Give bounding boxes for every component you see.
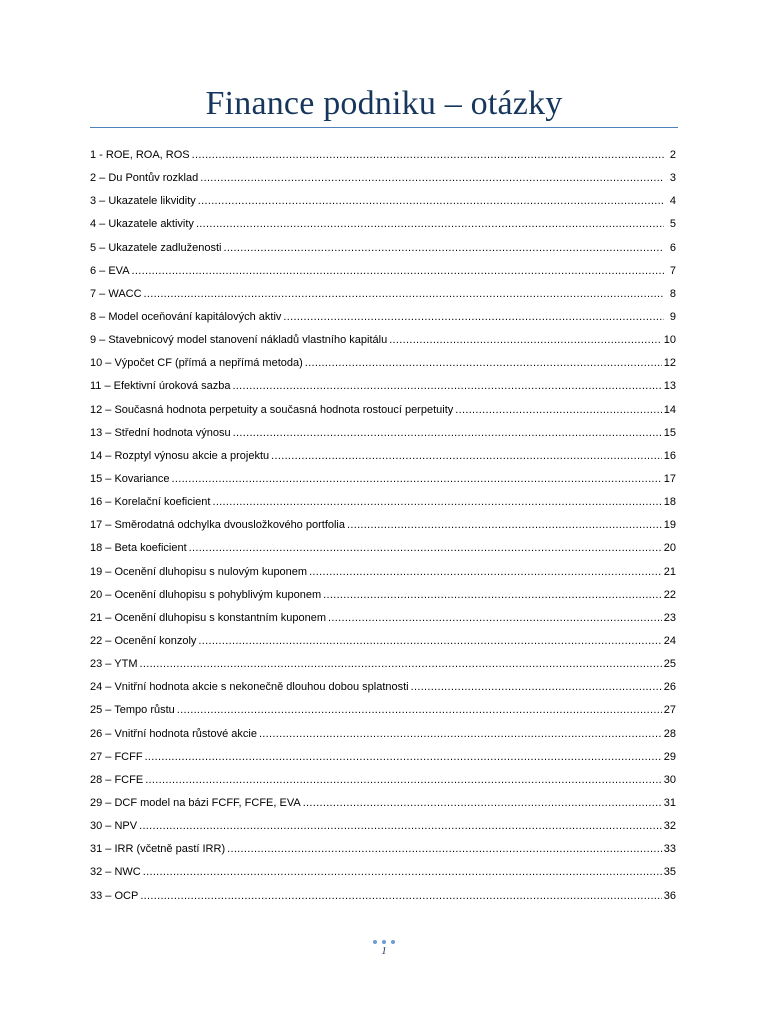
title-underline [90,127,678,128]
footer-dots-ornament [0,940,768,944]
toc-dot-leader [189,539,662,557]
toc-entry-page: 24 [663,634,676,647]
toc-entry[interactable] [90,308,676,331]
toc-entry[interactable] [90,840,676,863]
toc-entry[interactable] [90,701,676,724]
toc-entry[interactable] [90,887,676,910]
toc-dot-leader [198,632,661,650]
toc-entry-label: 5 – Ukazatele zadluženosti [90,241,222,254]
toc-entry-page: 35 [663,866,676,879]
toc-dot-leader [200,169,664,187]
toc-entry-label: 6 – EVA [90,264,130,277]
toc-dot-leader [177,701,662,719]
toc-entry[interactable] [90,794,676,817]
toc-entry-label: 8 – Model oceňování kapitálových aktiv [90,310,282,323]
toc-entry-page: 18 [663,496,676,509]
toc-entry-label: 31 – IRR (včetně pastí IRR) [90,843,226,856]
toc-entry-label: 21 – Ocenění dluhopisu s konstantním kuponem [90,611,327,624]
toc-entry-page: 21 [663,565,676,578]
toc-dot-leader [283,308,664,326]
toc-dot-leader [192,146,664,164]
toc-entry-page: 26 [663,681,676,694]
toc-entry-label: 33 – OCP [90,889,139,902]
toc-entry-label: 19 – Ocenění dluhopisu s nulovým kuponem [90,565,308,578]
toc-entry[interactable] [90,655,676,678]
toc-entry-label: 14 – Rozptyl výnosu akcie a projektu [90,449,270,462]
toc-dot-leader [328,609,662,627]
footer-dot [391,940,395,944]
toc-entry-page: 4 [669,195,676,208]
toc-dot-leader [140,655,662,673]
toc-entry-page: 27 [663,704,676,717]
toc-dot-leader [198,192,664,210]
toc-entry-page: 5 [669,218,676,231]
toc-entry[interactable] [90,262,676,285]
toc-entry-page: 31 [663,796,676,809]
toc-entry-label: 24 – Vnitřní hodnota akcie s nekonečně dlouhou dobou splatnosti [90,681,409,694]
toc-entry-page: 30 [663,773,676,786]
toc-entry-label: 2 – Du Pontův rozklad [90,172,199,185]
toc-entry-page: 17 [663,472,676,485]
toc-dot-leader [143,863,662,881]
toc-entry-page: 13 [663,380,676,393]
toc-dot-leader [233,424,662,442]
toc-dot-leader [303,794,662,812]
toc-entry[interactable] [90,586,676,609]
toc-entry[interactable] [90,169,676,192]
toc-entry-label: 30 – NPV [90,820,138,833]
toc-entry-page: 29 [663,750,676,763]
toc-entry[interactable] [90,331,676,354]
toc-entry[interactable] [90,239,676,262]
toc-entry-page: 15 [663,426,676,439]
toc-dot-leader [259,725,662,743]
toc-dot-leader [455,401,661,419]
toc-dot-leader [323,586,662,604]
page-number: 1 [381,945,387,957]
toc-entry-label: 20 – Ocenění dluhopisu s pohyblivým kuponem [90,588,322,601]
toc-entry-page: 16 [663,449,676,462]
toc-entry-page: 20 [663,542,676,555]
toc-dot-leader [132,262,664,280]
toc-dot-leader [145,748,662,766]
toc-entry[interactable] [90,563,676,586]
toc-entry-page: 6 [669,241,676,254]
toc-entry[interactable] [90,725,676,748]
toc-entry-page: 28 [663,727,676,740]
toc-entry[interactable] [90,447,676,470]
toc-entry-page: 36 [663,889,676,902]
toc-dot-leader [309,563,662,581]
toc-dot-leader [389,331,662,349]
toc-entry[interactable] [90,817,676,840]
toc-entry-label: 17 – Směrodatná odchylka dvousložkového portfolia [90,519,345,532]
toc-entry-label: 18 – Beta koeficient [90,542,187,555]
toc-dot-leader [305,354,662,372]
toc-entry-label: 3 – Ukazatele likvidity [90,195,196,208]
toc-dot-leader [223,239,664,257]
toc-entry-label: 22 – Ocenění konzoly [90,634,197,647]
toc-entry-page: 7 [669,264,676,277]
toc-entry-label: 25 – Tempo růstu [90,704,175,717]
toc-entry-label: 11 – Efektivní úroková sazba [90,380,231,393]
toc-entry-label: 13 – Střední hodnota výnosu [90,426,231,439]
toc-dot-leader [172,470,662,488]
toc-entry-page: 9 [669,310,676,323]
toc-entry-label: 15 – Kovariance [90,472,170,485]
toc-dot-leader [140,887,661,905]
toc-entry[interactable] [90,401,676,424]
toc-entry-page: 12 [663,357,676,370]
toc-entry-label: 4 – Ukazatele aktivity [90,218,194,231]
toc-entry[interactable] [90,470,676,493]
toc-entry-page: 10 [663,334,676,347]
toc-entry[interactable] [90,516,676,539]
footer-dot [382,940,386,944]
toc-entry-label: 29 – DCF model na bázi FCFF, FCFE, EVA [90,796,301,809]
toc-entry[interactable] [90,354,676,377]
toc-entry[interactable] [90,493,676,516]
toc-dot-leader [144,285,664,303]
toc-entry[interactable] [90,192,676,215]
toc-dot-leader [196,215,664,233]
toc-entry-label: 12 – Současná hodnota perpetuity a současná hodnota rostoucí perpetuity [90,403,454,416]
toc-entry-label: 28 – FCFE [90,773,144,786]
toc-entry-label: 7 – WACC [90,287,142,300]
toc-dot-leader [227,840,662,858]
toc-entry[interactable] [90,678,676,701]
toc-entry-label: 26 – Vnitřní hodnota růstové akcie [90,727,257,740]
toc-entry-label: 27 – FCFF [90,750,143,763]
toc-entry[interactable] [90,146,676,169]
toc-entry-label: 1 - ROE, ROA, ROS [90,149,190,161]
toc-entry-page: 33 [663,843,676,856]
toc-entry-label: 32 – NWC [90,866,141,879]
toc-dot-leader [232,377,661,395]
toc-entry-label: 9 – Stavebnicový model stanovení nákladů vlastního kapitálu [90,334,388,347]
toc-entry-label: 16 – Korelační koeficient [90,496,211,509]
toc-entry-page: 19 [663,519,676,532]
toc-entry-page: 32 [663,820,676,833]
toc-entry-label: 23 – YTM [90,658,138,671]
toc-entry-page: 3 [669,172,676,185]
toc-dot-leader [139,817,662,835]
toc-entry[interactable] [90,424,676,447]
toc-entry-label: 10 – Výpočet CF (přímá a nepřímá metoda) [90,357,303,370]
toc-entry[interactable] [90,863,676,886]
table-of-contents [90,146,676,910]
toc-entry-page: 25 [663,658,676,671]
toc-entry-page: 23 [663,611,676,624]
toc-entry-page: 22 [663,588,676,601]
toc-entry-page: 8 [669,287,676,300]
toc-dot-leader [145,771,662,789]
footer-dot [373,940,377,944]
page-title: Finance podniku – otázky [205,85,563,122]
toc-entry[interactable] [90,632,676,655]
toc-entry[interactable] [90,609,676,632]
toc-entry[interactable] [90,771,676,794]
toc-dot-leader [411,678,662,696]
toc-entry[interactable] [90,285,676,308]
page-footer [0,940,768,957]
toc-entry[interactable] [90,377,676,400]
toc-dot-leader [212,493,661,511]
toc-entry-page: 2 [669,149,676,161]
toc-entry[interactable] [90,748,676,771]
toc-entry-page: 14 [663,403,676,416]
toc-dot-leader [347,516,662,534]
toc-entry[interactable] [90,215,676,238]
toc-entry[interactable] [90,539,676,562]
toc-dot-leader [271,447,662,465]
